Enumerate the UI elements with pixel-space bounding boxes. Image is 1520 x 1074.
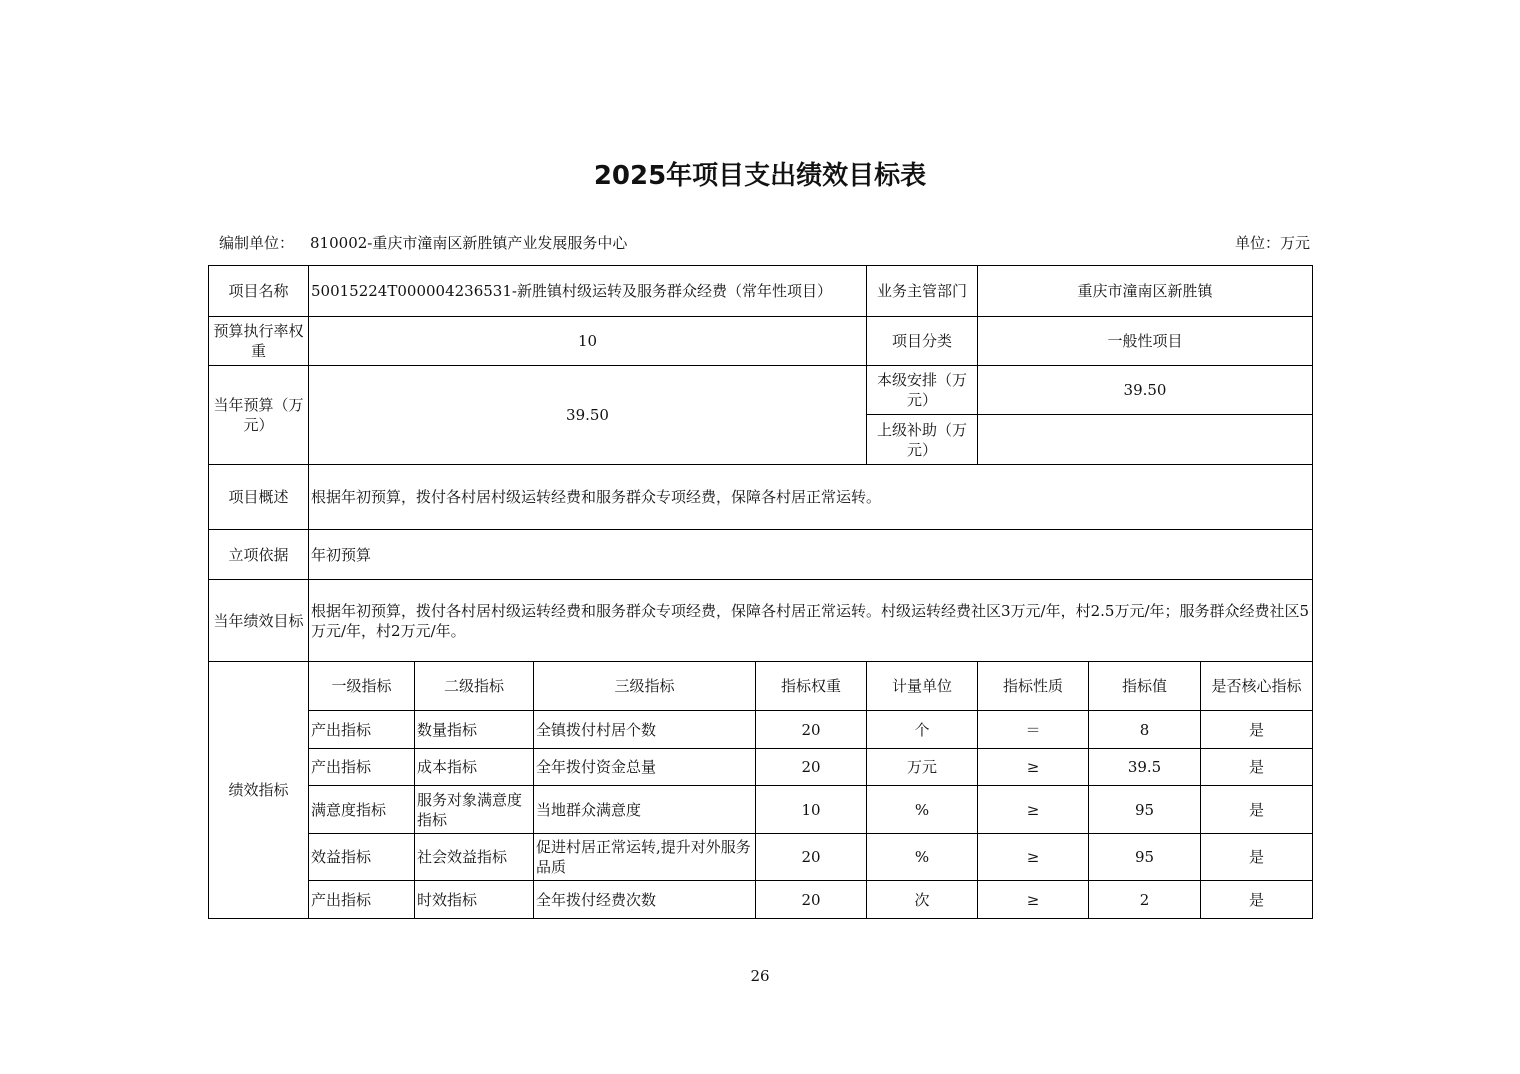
nature-cell: ≥ [978, 834, 1089, 881]
level3-cell: 全镇拨付村居个数 [534, 711, 756, 749]
level1-cell: 产出指标 [309, 711, 415, 749]
header-nature: 指标性质 [978, 662, 1089, 711]
table-row [209, 881, 1313, 919]
goal-value: 根据年初预算，拨付各村居村级运转经费和服务群众专项经费，保障各村居正常运转。村级运转经费社区3万元/年，村2.5万元/年；服务群众经费社区5万元/年，村2万元/年。 [309, 580, 1313, 662]
value-cell: 39.5 [1089, 749, 1201, 786]
table-row [209, 749, 1313, 786]
level3-cell: 全年拨付资金总量 [534, 749, 756, 786]
basis-label: 立项依据 [209, 530, 309, 580]
nature-cell: ＝ [978, 711, 1089, 749]
local-label: 本级安排（万元） [867, 366, 978, 415]
indicators-label: 绩效指标 [209, 662, 309, 919]
level3-cell: 当地群众满意度 [534, 786, 756, 834]
weight-cell: 20 [756, 834, 867, 881]
nature-cell: ≥ [978, 881, 1089, 919]
org-row [219, 232, 627, 253]
overview-label: 项目概述 [209, 465, 309, 530]
org-label: 编制单位： [219, 234, 295, 252]
header-level2: 二级指标 [415, 662, 534, 711]
value-cell: 95 [1089, 834, 1201, 881]
unit-cell: 万元 [867, 749, 978, 786]
value-cell: 8 [1089, 711, 1201, 749]
core-cell: 是 [1201, 881, 1313, 919]
header-level1: 一级指标 [309, 662, 415, 711]
header-unit: 计量单位 [867, 662, 978, 711]
core-cell: 是 [1201, 711, 1313, 749]
level2-cell: 服务对象满意度指标 [415, 786, 534, 834]
value-cell: 2 [1089, 881, 1201, 919]
level1-cell: 产出指标 [309, 749, 415, 786]
weight-cell: 20 [756, 881, 867, 919]
nature-cell: ≥ [978, 786, 1089, 834]
header-weight: 指标权重 [756, 662, 867, 711]
unit-cell: 个 [867, 711, 978, 749]
page-title: 2025年项目支出绩效目标表 [593, 161, 927, 191]
level1-cell: 满意度指标 [309, 786, 415, 834]
unit-cell: % [867, 786, 978, 834]
level3-cell: 全年拨付经费次数 [534, 881, 756, 919]
unit-cell: % [867, 834, 978, 881]
level2-cell: 社会效益指标 [415, 834, 534, 881]
upper-value [978, 415, 1313, 465]
header-level3: 三级指标 [534, 662, 756, 711]
upper-label: 上级补助（万元） [867, 415, 978, 465]
performance-table [208, 265, 1313, 919]
category-label: 项目分类 [867, 317, 978, 366]
dept-value: 重庆市潼南区新胜镇 [978, 266, 1313, 317]
overview-value: 根据年初预算，拨付各村居村级运转经费和服务群众专项经费，保障各村居正常运转。 [309, 465, 1313, 530]
budget-label: 当年预算（万元） [209, 366, 309, 465]
core-cell: 是 [1201, 749, 1313, 786]
level2-cell: 数量指标 [415, 711, 534, 749]
level3-cell: 促进村居正常运转,提升对外服务品质 [534, 834, 756, 881]
unit-cell: 次 [867, 881, 978, 919]
table-row [209, 786, 1313, 834]
weight-value: 10 [309, 317, 867, 366]
category-value: 一般性项目 [978, 317, 1313, 366]
level1-cell: 产出指标 [309, 881, 415, 919]
unit-text: 单位：万元 [1234, 234, 1310, 252]
dept-label: 业务主管部门 [867, 266, 978, 317]
weight-label: 预算执行率权重 [209, 317, 309, 366]
budget-value: 39.50 [309, 366, 867, 465]
project-name-label: 项目名称 [209, 266, 309, 317]
project-name-value: 50015224T000004236531-新胜镇村级运转及服务群众经费（常年性项目） [309, 266, 867, 317]
core-cell: 是 [1201, 834, 1313, 881]
level1-cell: 效益指标 [309, 834, 415, 881]
header-value: 指标值 [1089, 662, 1201, 711]
local-value: 39.50 [978, 366, 1313, 415]
page-number: 26 [750, 967, 770, 985]
header-core: 是否核心指标 [1201, 662, 1313, 711]
value-cell: 95 [1089, 786, 1201, 834]
table-row [209, 711, 1313, 749]
weight-cell: 20 [756, 749, 867, 786]
core-cell: 是 [1201, 786, 1313, 834]
table-row [209, 834, 1313, 881]
weight-cell: 10 [756, 786, 867, 834]
org-value: 810002-重庆市潼南区新胜镇产业发展服务中心 [310, 234, 628, 252]
basis-value: 年初预算 [309, 530, 1313, 580]
level2-cell: 成本指标 [415, 749, 534, 786]
level2-cell: 时效指标 [415, 881, 534, 919]
weight-cell: 20 [756, 711, 867, 749]
goal-label: 当年绩效目标 [209, 580, 309, 662]
nature-cell: ≥ [978, 749, 1089, 786]
